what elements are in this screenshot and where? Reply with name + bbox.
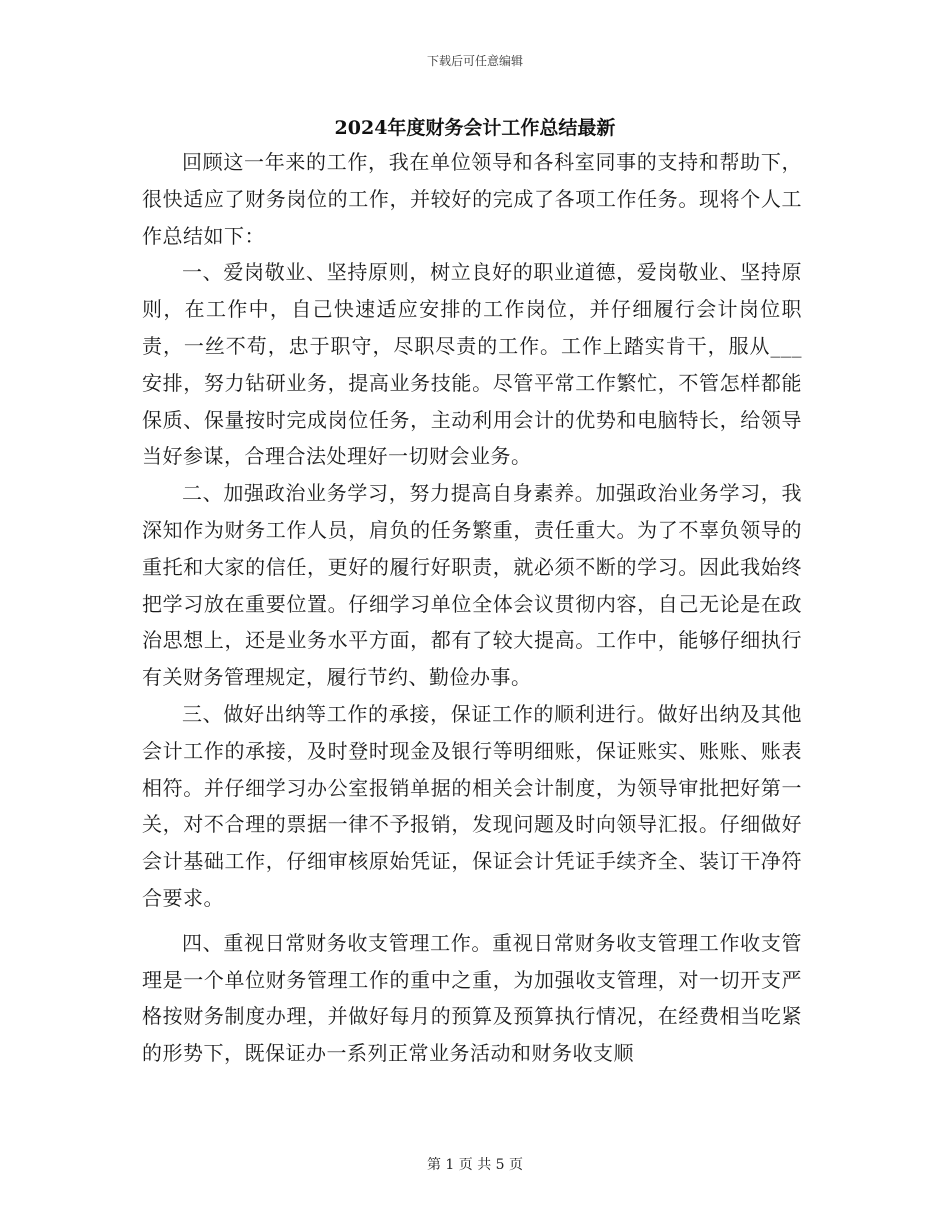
document-body bbox=[142, 144, 802, 1072]
paragraph-section-1: 一、爱岗敬业、坚持原则，树立良好的职业道德，爱岗敬业、坚持原则，在工作中，自己快速适应安排的工作岗位，并仔细履行会计岗位职责，一丝不苟，忠于职守，尽职尽责的工作。工作上踏实肯干，服从___安排，努力钻研业务，提高业务技能。尽管平常工作繁忙，不管怎样都能保质、保量按时完成岗位任务，主动利用会计的优势和电脑特长，给领导当好参谋，合理合法处理好一切财会业务。 bbox=[142, 260, 802, 469]
paragraph-intro: 回顾这一年来的工作，我在单位领导和各科室同事的支持和帮助下，很快适应了财务岗位的工作，并较好的完成了各项工作任务。现将个人工作总结如下： bbox=[142, 150, 802, 248]
paragraph-section-3: 三、做好出纳等工作的承接，保证工作的顺利进行。做好出纳及其他会计工作的承接，及时登时现金及银行等明细账，保证账实、账账、账表相符。并仔细学习办公室报销单据的相关会计制度，为领导审批把好第一关，对不合理的票据一律不予报销，发现问题及时向领导汇报。仔细做好会计基础工作，仔细审核原始凭证，保证会计凭证手续齐全、装订干净符合要求。 bbox=[142, 701, 802, 910]
document-title: 2024年度财务会计工作总结最新 bbox=[334, 117, 616, 139]
page-header-note: 下载后可任意编辑 bbox=[426, 54, 523, 68]
paragraph-section-4: 四、重视日常财务收支管理工作。重视日常财务收支管理工作收支管理是一个单位财务管理工作的重中之重，为加强收支管理，对一切开支严格按财务制度办理，并做好每月的预算及预算执行情况，在经费相当吃紧的形势下，既保证办一系列正常业务活动和财务收支顺 bbox=[142, 930, 802, 1066]
page-number-footer: 第 1 页 共 5 页 bbox=[426, 1157, 524, 1173]
paragraph-section-2: 二、加强政治业务学习，努力提高自身素养。加强政治业务学习，我深知作为财务工作人员，肩负的任务繁重，责任重大。为了不辜负领导的重托和大家的信任，更好的履行好职责，就必须不断的学习。因此我始终把学习放在重要位置。仔细学习单位全体会议贯彻内容，自己无论是在政治思想上，还是业务水平方面，都有了较大提高。工作中，能够仔细执行有关财务管理规定，履行节约、勤俭办事。 bbox=[142, 481, 802, 690]
